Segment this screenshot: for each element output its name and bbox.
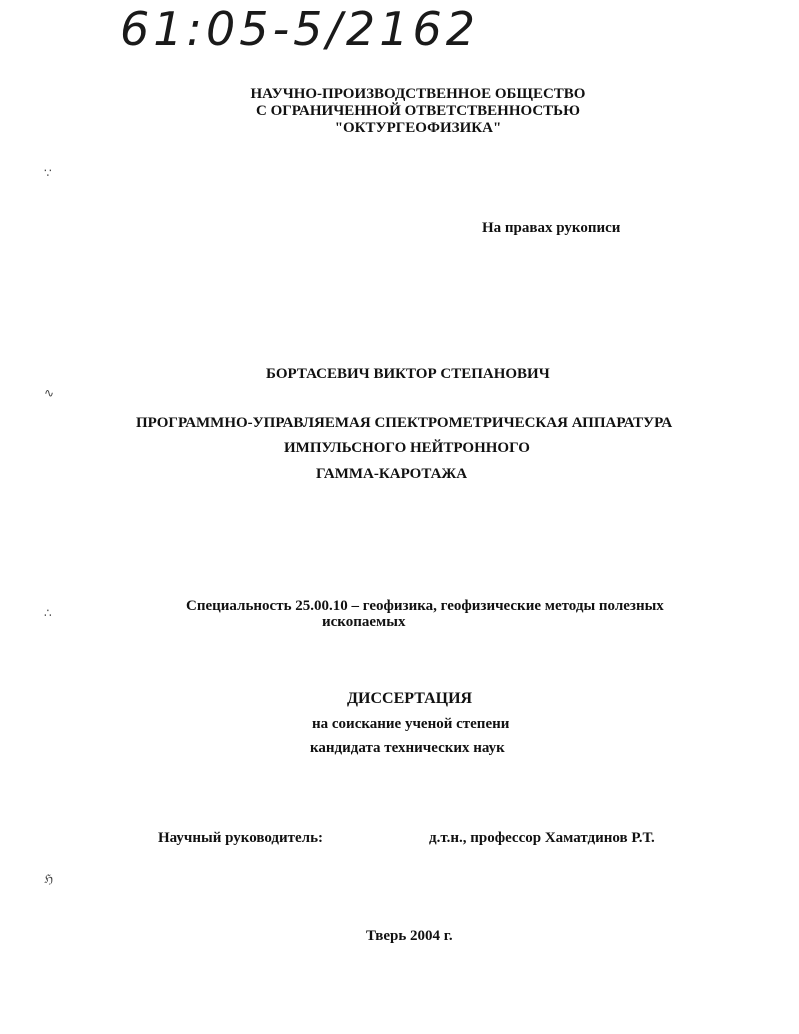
dissertation-heading: ДИССЕРТАЦИЯ (347, 690, 473, 707)
degree-line-2: кандидата технических наук (310, 740, 505, 756)
thesis-title-line-2: ИМПУЛЬСНОГО НЕЙТРОННОГО (284, 440, 530, 456)
city-year: Тверь 2004 г. (366, 928, 453, 944)
supervisor-label: Научный руководитель: (158, 830, 323, 846)
author-name: БОРТАСЕВИЧ ВИКТОР СТЕПАНОВИЧ (266, 366, 550, 382)
specialty-line-2: ископаемых (322, 614, 406, 630)
margin-mark-3: ∴ (44, 606, 52, 620)
degree-line-1: на соискание ученой степени (312, 716, 510, 732)
thesis-title-line-1: ПРОГРАММНО-УПРАВЛЯЕМАЯ СПЕКТРОМЕТРИЧЕСКАЯ АППАРАТУРА (136, 415, 673, 431)
thesis-title-line-3: ГАММА-КАРОТАЖА (316, 466, 468, 482)
specialty-line-1: Специальность 25.00.10 – геофизика, геофизические методы полезных (186, 598, 664, 614)
margin-mark-1: ∵ (44, 166, 52, 180)
organization-name (248, 86, 588, 137)
supervisor-name: д.т.н., профессор Хаматдинов Р.Т. (429, 830, 655, 846)
organization-line-1: НАУЧНО-ПРОИЗВОДСТВЕННОЕ ОБЩЕСТВО (250, 86, 586, 102)
organization-line-2: С ОГРАНИЧЕННОЙ ОТВЕТСТВЕННОСТЬЮ (255, 103, 580, 119)
margin-mark-2: ∿ (44, 386, 55, 400)
organization-line-3: "ОКТУРГЕОФИЗИКА" (334, 120, 502, 136)
margin-mark-4: ℌ (44, 872, 54, 886)
rights-note: На правах рукописи (482, 220, 621, 236)
handwritten-archive-number: 61:05-5/2162 (120, 2, 479, 56)
